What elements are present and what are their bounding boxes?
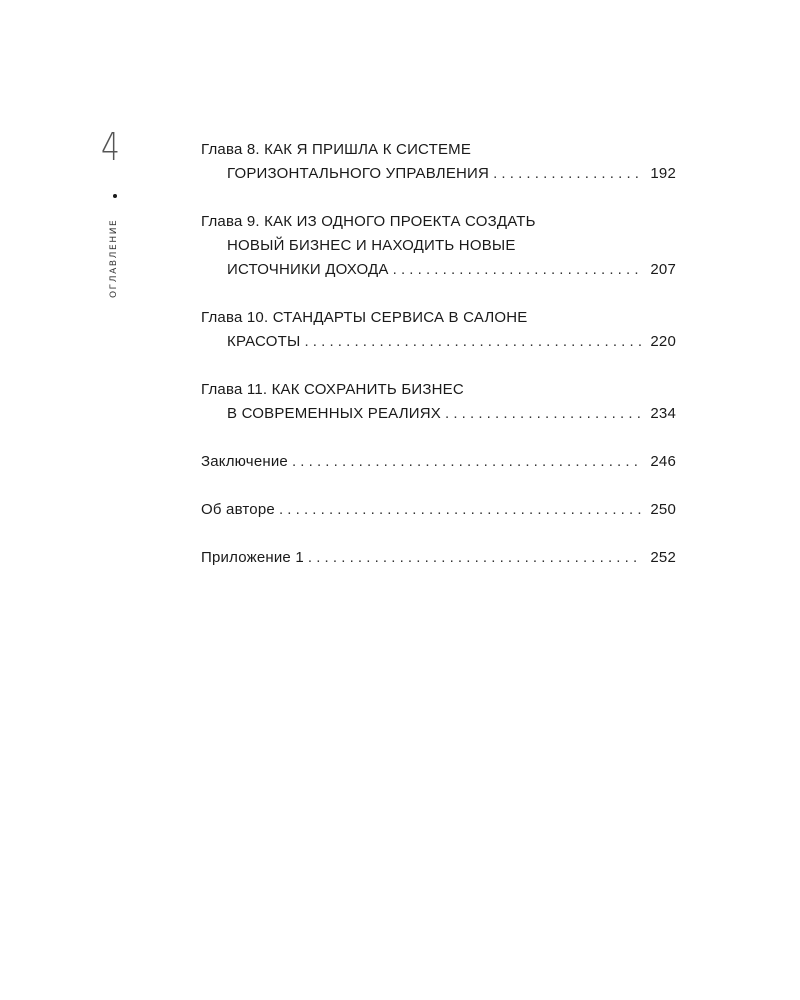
bullet-dot — [113, 194, 117, 198]
toc-entry-final-line — [201, 402, 676, 426]
toc-page-number: 234 — [650, 405, 676, 422]
dot-leader — [393, 258, 642, 282]
toc-entry-title-line: Глава 8. КАК Я ПРИШЛА К СИСТЕМЕ — [201, 141, 472, 158]
toc-entry-about-author[interactable] — [201, 498, 676, 522]
dot-leader — [308, 546, 642, 570]
toc-page-number: 192 — [650, 165, 676, 182]
toc-entry-final-line — [201, 546, 676, 570]
toc-entry-title-line: ИСТОЧНИКИ ДОХОДА — [227, 261, 389, 278]
toc-entry-title-line: В СОВРЕМЕННЫХ РЕАЛИЯХ — [227, 405, 441, 422]
dot-leader — [279, 498, 642, 522]
toc-entry-title-line: Об авторе — [201, 501, 275, 518]
toc-entry-title-line: Глава 11. КАК СОХРАНИТЬ БИЗНЕС — [201, 381, 464, 398]
toc-entry-chapter-11[interactable] — [201, 378, 676, 426]
toc-entry-chapter-10[interactable] — [201, 306, 676, 354]
table-of-contents — [201, 138, 676, 594]
toc-entry-title-line: Глава 10. СТАНДАРТЫ СЕРВИСА В САЛОНЕ — [201, 309, 528, 326]
toc-entry-title-line: Заключение — [201, 453, 288, 470]
toc-entry-final-line — [201, 498, 676, 522]
toc-entry-final-line — [201, 330, 676, 354]
toc-page-number: 220 — [650, 333, 676, 350]
dot-leader — [304, 330, 642, 354]
section-label: ОГЛАВЛЕНИЕ — [109, 218, 119, 298]
toc-entry-title-line: ГОРИЗОНТАЛЬНОГО УПРАВЛЕНИЯ — [227, 165, 490, 182]
dot-leader — [445, 402, 642, 426]
toc-page-number: 250 — [650, 501, 676, 518]
toc-entry-final-line — [201, 258, 676, 282]
toc-entry-appendix-1[interactable] — [201, 546, 676, 570]
toc-entry-chapter-9[interactable] — [201, 210, 676, 282]
toc-page-number: 207 — [650, 261, 676, 278]
toc-page-number: 246 — [650, 453, 676, 470]
toc-entry-final-line — [201, 450, 676, 474]
toc-entry-title-line: Глава 9. КАК ИЗ ОДНОГО ПРОЕКТА СОЗДАТЬ — [201, 213, 536, 230]
dot-leader — [493, 162, 642, 186]
page-number: 4 — [101, 125, 120, 169]
toc-entry-conclusion[interactable] — [201, 450, 676, 474]
toc-entry-chapter-8[interactable] — [201, 138, 676, 186]
toc-entry-title-line: Приложение 1 — [201, 549, 304, 566]
dot-leader — [292, 450, 642, 474]
toc-entry-title-line: НОВЫЙ БИЗНЕС И НАХОДИТЬ НОВЫЕ — [227, 237, 516, 254]
toc-entry-title-line: КРАСОТЫ — [227, 333, 301, 350]
toc-entry-final-line — [201, 162, 676, 186]
toc-page-number: 252 — [650, 549, 676, 566]
